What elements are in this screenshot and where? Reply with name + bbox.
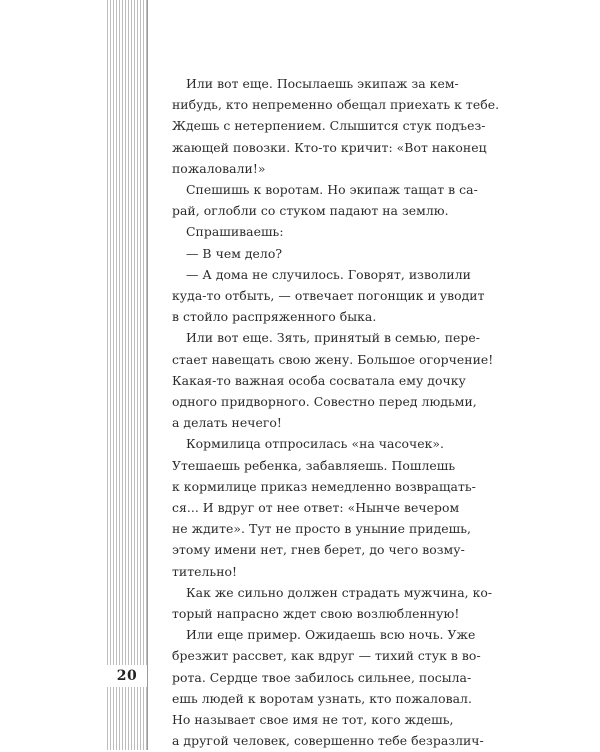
- text-line: Ждешь с нетерпением. Слышится стук подъез-: [172, 118, 486, 134]
- text-line: — А дома не случилось. Говорят, изволили: [186, 266, 471, 282]
- text-line: Кормилица отпросилась «на часочек».: [186, 436, 445, 452]
- text-line: рота. Сердце твое забилось сильнее, посыла-: [172, 669, 472, 685]
- text-line: а делать нечего!: [172, 415, 282, 431]
- text-line: пожаловали!»: [172, 160, 266, 176]
- text-line: ешь людей к воротам узнать, кто пожаловал.: [172, 690, 472, 706]
- text-line: ся... И вдруг от нее ответ: «Нынче вечером: [172, 500, 460, 516]
- text-line: брезжит рассвет, как вдруг — тихий стук в во-: [172, 648, 481, 664]
- text-line: Или вот еще. Посылаешь экипаж за кем-: [186, 76, 459, 91]
- text-line: в стойло распряженного быка.: [172, 309, 377, 325]
- text-line: торый напрасно ждет свою возлюбленную!: [172, 606, 460, 622]
- text-line: Как же сильно должен страдать мужчина, ко-: [186, 584, 493, 600]
- text-line: Спешишь к воротам. Но экипаж тащат в са-: [186, 182, 478, 198]
- text-line: жающей повозки. Кто-то кричит: «Вот наконец: [172, 139, 487, 155]
- page-number-box: [107, 665, 148, 687]
- text-line: нибудь, кто непременно обещал приехать к тебе.: [172, 97, 500, 113]
- text-line: Но называет свое имя не тот, кого ждешь,: [172, 712, 454, 728]
- text-line: — В чем дело?: [186, 245, 283, 261]
- body-text: [172, 73, 500, 752]
- text-line: Или еще пример. Ожидаешь всю ночь. Уже: [186, 627, 476, 643]
- text-line: Или вот еще. Зять, принятый в семью, пере-: [186, 330, 480, 346]
- text-line: не ждите». Тут не просто в уныние придешь,: [172, 521, 472, 537]
- text-line: одного придворного. Совестно перед людьми,: [172, 394, 477, 410]
- text-line: стает навещать свою жену. Большое огорчение!: [172, 351, 494, 367]
- text-line: этому имени нет, гнев берет, до чего возму-: [172, 542, 465, 558]
- page-number: 20: [116, 668, 138, 684]
- text-line: а другой человек, совершенно тебе безразлич-: [172, 733, 484, 749]
- text-line: рай, оглобли со стуком падают на землю.: [172, 203, 449, 219]
- text-line: к кормилице приказ немедленно возвращать-: [172, 478, 476, 494]
- text-line: куда-то отбыть, — отвечает погонщик и уводит: [172, 288, 485, 304]
- decorative-margin-strip: [107, 0, 148, 750]
- text-line: тительно!: [172, 563, 238, 579]
- text-line: Утешаешь ребенка, забавляешь. Пошлешь: [172, 457, 456, 473]
- text-line: Какая-то важная особа сосватала ему дочку: [172, 372, 466, 388]
- text-line: Спрашиваешь:: [186, 224, 284, 240]
